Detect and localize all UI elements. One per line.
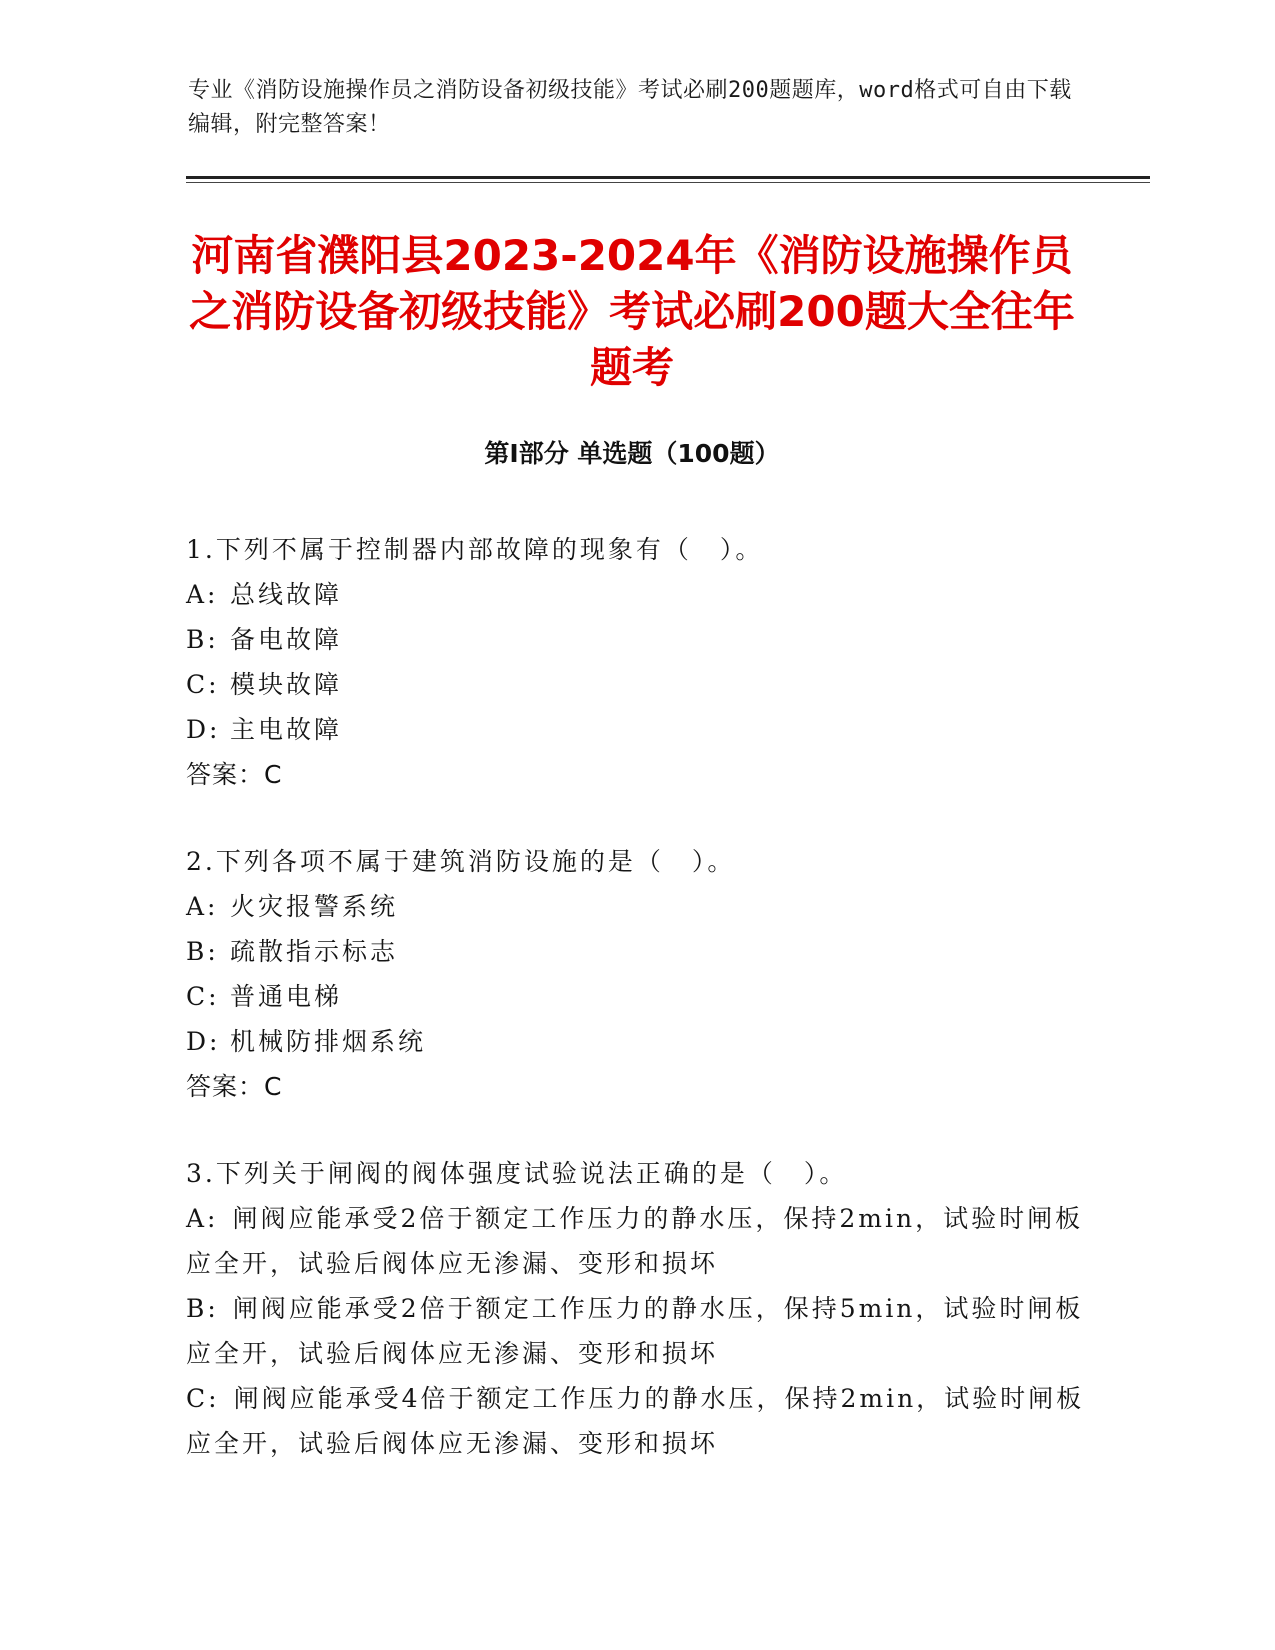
option-text: 模块故障 [230, 670, 343, 699]
option-letter: D: [186, 1027, 221, 1056]
option-letter: D: [186, 715, 221, 744]
section-heading: 第Ⅰ部分 单选题（100题） [484, 439, 780, 468]
document-title: 河南省濮阳县2023-2024年《消防设施操作员之消防设备初级技能》考试必刷200题大全往年题考 [189, 231, 1075, 392]
option-letter: B: [186, 1294, 219, 1323]
option-a [186, 572, 1086, 617]
option-text: 主电故障 [230, 715, 343, 744]
question-stem: 1.下列不属于控制器内部故障的现象有（ ）。 [186, 535, 764, 564]
option-d [186, 1019, 1086, 1064]
option-text: 机械防排烟系统 [230, 1027, 427, 1056]
option-letter: C: [186, 1384, 220, 1413]
option-text: 普通电梯 [230, 982, 343, 1011]
option-b [186, 1286, 1086, 1376]
option-d [186, 707, 1086, 752]
header-note: 专业《消防设施操作员之消防设备初级技能》考试必刷200题题库，word格式可自由下载编辑，附完整答案！ [188, 78, 1072, 137]
option-letter: B: [186, 625, 219, 654]
option-letter: A: [186, 892, 219, 921]
answer: 答案：C [186, 760, 283, 789]
option-c [186, 974, 1086, 1019]
question-1 [186, 527, 1086, 797]
option-letter: B: [186, 937, 219, 966]
option-c [186, 662, 1086, 707]
option-letter: C: [186, 982, 220, 1011]
option-text: 疏散指示标志 [230, 937, 399, 966]
option-text: 火灾报警系统 [230, 892, 399, 921]
header-rule-thin [186, 182, 1150, 183]
option-a [186, 1196, 1086, 1286]
option-text: 闸阀应能承受2倍于额定工作压力的静水压，保持5min，试验时闸板应全开，试验后阀体应无渗漏、变形和损坏 [186, 1294, 1084, 1368]
option-c [186, 1376, 1086, 1466]
option-text: 备电故障 [230, 625, 343, 654]
option-text: 闸阀应能承受4倍于额定工作压力的静水压，保持2min，试验时闸板应全开，试验后阀体应无渗漏、变形和损坏 [186, 1384, 1085, 1458]
option-letter: A: [186, 1204, 219, 1233]
question-list [186, 527, 1086, 1508]
option-text: 总线故障 [230, 580, 343, 609]
question-stem: 2.下列各项不属于建筑消防设施的是（ ）。 [186, 847, 736, 876]
question-2 [186, 839, 1086, 1109]
option-letter: A: [186, 580, 219, 609]
answer: 答案：C [186, 1072, 283, 1101]
option-a [186, 884, 1086, 929]
option-b [186, 929, 1086, 974]
option-text: 闸阀应能承受2倍于额定工作压力的静水压，保持2min，试验时闸板应全开，试验后阀体应无渗漏、变形和损坏 [186, 1204, 1084, 1278]
header-rule-thick [186, 176, 1150, 179]
question-stem: 3.下列关于闸阀的阀体强度试验说法正确的是（ ）。 [186, 1159, 848, 1188]
question-3 [186, 1151, 1086, 1466]
option-b [186, 617, 1086, 662]
option-letter: C: [186, 670, 220, 699]
